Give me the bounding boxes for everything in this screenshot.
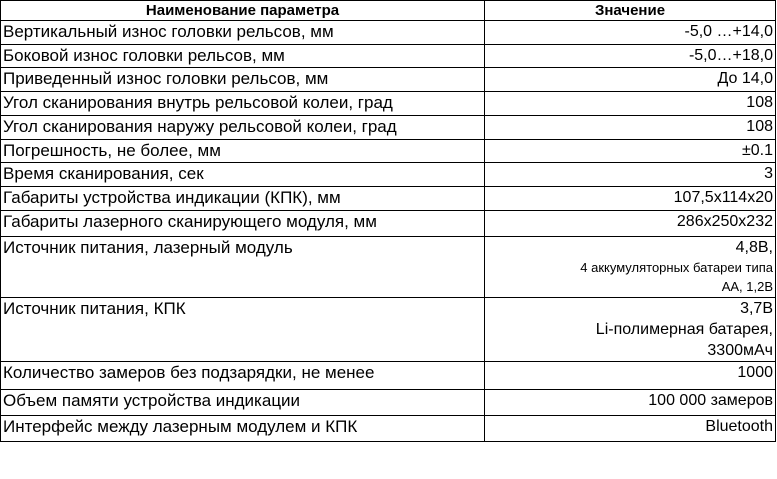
param-value	[485, 237, 776, 298]
table-row	[1, 187, 776, 211]
param-name: Источник питания, лазерный модуль	[1, 237, 485, 298]
param-name: Приведенный износ головки рельсов, мм	[1, 68, 485, 92]
param-name: Габариты устройства индикации (КПК), мм	[1, 187, 485, 211]
table-row	[1, 362, 776, 390]
table-row	[1, 140, 776, 163]
table-row	[1, 21, 776, 45]
param-name: Объем памяти устройства индикации	[1, 390, 485, 416]
value-line: 4 аккумуляторных батареи типа	[580, 260, 773, 275]
param-name: Погрешность, не более, мм	[1, 140, 485, 163]
param-name: Источник питания, КПК	[1, 298, 485, 362]
header-value: Значение	[485, 1, 776, 21]
value-line: 4,8В,	[735, 239, 773, 256]
table-row	[1, 211, 776, 237]
param-value: 100 000 замеров	[485, 390, 776, 416]
param-value: 107,5х114х20	[485, 187, 776, 211]
param-value: Bluetooth	[485, 416, 776, 442]
param-value: До 14,0	[485, 68, 776, 92]
table-row	[1, 237, 776, 298]
table-header-row	[1, 1, 776, 21]
param-name: Габариты лазерного сканирующего модуля, мм	[1, 211, 485, 237]
param-value: 108	[485, 92, 776, 116]
param-name: Интерфейс между лазерным модулем и КПК	[1, 416, 485, 442]
param-name: Угол сканирования внутрь рельсовой колеи, град	[1, 92, 485, 116]
table-row	[1, 116, 776, 140]
value-line: 3300мАч	[707, 342, 773, 359]
param-name: Вертикальный износ головки рельсов, мм	[1, 21, 485, 45]
value-line: Li-полимерная батарея,	[595, 321, 773, 338]
param-name: Угол сканирования наружу рельсовой колеи, град	[1, 116, 485, 140]
param-value	[485, 298, 776, 362]
param-name: Боковой износ головки рельсов, мм	[1, 45, 485, 68]
table-row	[1, 416, 776, 442]
value-line: 3,7В	[740, 300, 773, 317]
table-row	[1, 163, 776, 187]
param-value: ±0.1	[485, 140, 776, 163]
param-value: -5,0…+18,0	[485, 45, 776, 68]
table-row	[1, 298, 776, 362]
table-row	[1, 92, 776, 116]
table-row	[1, 45, 776, 68]
param-value: 3	[485, 163, 776, 187]
param-name: Количество замеров без подзарядки, не менее	[1, 362, 485, 390]
param-value: -5,0 …+14,0	[485, 21, 776, 45]
param-value: 286х250х232	[485, 211, 776, 237]
value-line: АА, 1,2В	[721, 279, 773, 294]
table-row	[1, 390, 776, 416]
param-value: 108	[485, 116, 776, 140]
table-row	[1, 68, 776, 92]
header-parameter-name: Наименование параметра	[1, 1, 485, 21]
param-value: 1000	[485, 362, 776, 390]
param-name: Время сканирования, сек	[1, 163, 485, 187]
